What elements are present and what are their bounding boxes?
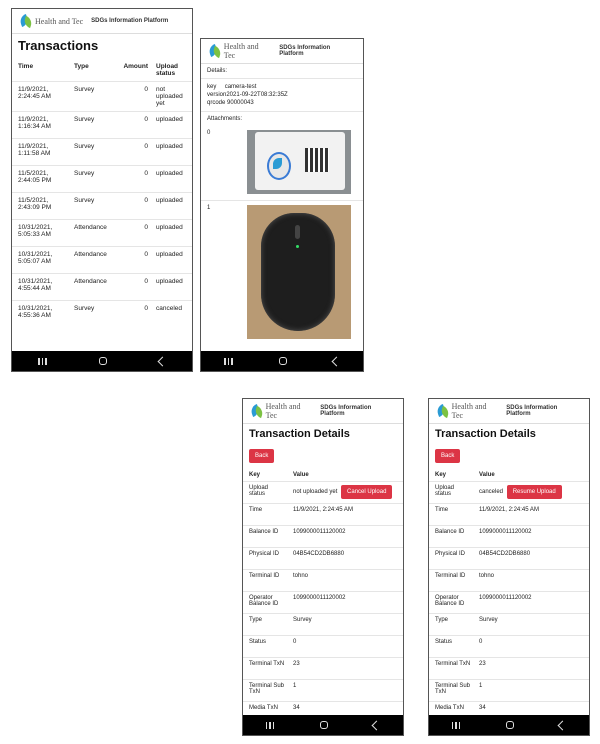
column-header-time: Time: [18, 63, 34, 70]
column-header-value: Value: [293, 472, 309, 478]
cell-time: 10/31/2021, 4:55:36 AM: [12, 301, 72, 328]
leaf-logo-icon: [209, 44, 221, 58]
version-value: 2021-09-22T08:32:35Z: [226, 92, 288, 98]
detail-row: [429, 636, 589, 658]
detail-row: [243, 636, 403, 658]
details-fields: [201, 79, 363, 112]
leaf-logo-icon: [20, 14, 32, 28]
detail-row: [243, 680, 403, 702]
value-text: 0: [293, 639, 297, 645]
column-header-key: Key: [435, 472, 447, 478]
detail-row: [429, 482, 589, 504]
qrcode-value: 90000043: [227, 100, 254, 106]
attachment-row: [201, 126, 363, 201]
key-label: key: [207, 84, 217, 90]
cell-key: Balance ID: [243, 526, 289, 548]
cell-time: 10/31/2021, 4:55:44 AM: [12, 274, 72, 301]
cell-upload-status: uploaded: [150, 112, 192, 139]
cell-value: [289, 592, 403, 614]
cell-type: Attendance: [72, 220, 116, 247]
cell-key: Status: [243, 636, 289, 658]
table-row[interactable]: [12, 301, 192, 328]
cell-time: 11/5/2021, 2:44:05 PM: [12, 166, 72, 193]
cell-value: [475, 680, 589, 702]
cell-key: Type: [429, 614, 475, 636]
cell-value: [289, 570, 403, 592]
attachment-index: 0: [207, 130, 211, 136]
brand-name: Health and Tec: [35, 16, 84, 26]
cell-type: Survey: [72, 166, 116, 193]
value-text: 1099000011120002: [293, 529, 346, 535]
cell-upload-status: not uploaded yet: [150, 82, 192, 112]
detail-row: [243, 592, 403, 614]
cell-key: Terminal Sub TxN: [429, 680, 475, 702]
value-text: 11/9/2021, 2:24:45 AM: [293, 507, 353, 513]
cell-key: Terminal ID: [429, 570, 475, 592]
cell-time: 10/31/2021, 5:05:07 AM: [12, 247, 72, 274]
android-nav-bar: [243, 715, 403, 735]
page-title: Transaction Details: [435, 428, 536, 440]
detail-row: [243, 658, 403, 680]
cell-key: Physical ID: [429, 548, 475, 570]
value-text: canceled: [479, 489, 504, 495]
table-row[interactable]: [12, 220, 192, 247]
cell-type: Survey: [72, 301, 116, 328]
recent-apps-icon[interactable]: [38, 358, 47, 365]
attachments-label: Attachments:: [207, 116, 243, 122]
value-text: tohno: [293, 573, 309, 579]
transactions-table: [12, 59, 192, 328]
qr-code-icon: [305, 148, 329, 172]
detail-row: [429, 658, 589, 680]
cell-time: 10/31/2021, 5:05:33 AM: [12, 220, 72, 247]
cell-key: Type: [243, 614, 289, 636]
home-icon[interactable]: [320, 721, 328, 729]
platform-name: SDGs Information Platform: [506, 405, 558, 417]
detail-row: [429, 570, 589, 592]
phone-transactions: [11, 8, 193, 372]
value-text: 1099000011120002: [479, 529, 532, 535]
cell-amount: 0: [116, 166, 150, 193]
android-nav-bar: [429, 715, 589, 735]
back-button[interactable]: Back: [249, 449, 274, 463]
value-text: 0: [479, 639, 483, 645]
phone-detail-not-uploaded: [242, 398, 404, 736]
cell-value: [475, 526, 589, 548]
brand-name: Health and Tec: [451, 402, 487, 420]
back-icon[interactable]: [157, 356, 167, 366]
cell-time: 11/5/2021, 2:43:09 PM: [12, 193, 72, 220]
table-row[interactable]: [12, 139, 192, 166]
cell-time: 11/9/2021, 1:16:34 AM: [12, 112, 72, 139]
app-header: [12, 9, 192, 34]
cell-key: Status: [429, 636, 475, 658]
detail-key: [201, 83, 363, 91]
version-label: version: [207, 92, 227, 98]
detail-row: [243, 504, 403, 526]
cell-value: [289, 636, 403, 658]
cell-key: Terminal ID: [243, 570, 289, 592]
cell-amount: 0: [116, 274, 150, 301]
table-row[interactable]: [12, 166, 192, 193]
brand[interactable]: [209, 42, 271, 60]
phone-details: [200, 38, 364, 372]
upload-action-button[interactable]: Cancel Upload: [341, 485, 392, 499]
cell-value: [289, 504, 403, 526]
cell-amount: 0: [116, 193, 150, 220]
cell-value: [475, 570, 589, 592]
brand-name: Health and Tec: [265, 402, 301, 420]
leaf-logo-icon: [251, 404, 263, 418]
value-text: 04B54CD2DB6880: [479, 551, 531, 557]
table-row[interactable]: [12, 193, 192, 220]
detail-table: [243, 469, 403, 736]
value-text: 34: [479, 705, 486, 711]
column-header-key: Key: [249, 472, 261, 478]
detail-row: [429, 548, 589, 570]
cell-value: [289, 658, 403, 680]
recent-apps-icon[interactable]: [224, 358, 233, 365]
cell-key: Upload status: [243, 482, 289, 504]
qrcode-label: qrcode: [207, 100, 226, 106]
column-header-type: Type: [74, 63, 89, 70]
page-title: Transactions: [18, 38, 99, 53]
cell-upload-status: uploaded: [150, 220, 192, 247]
cell-key: Physical ID: [243, 548, 289, 570]
detail-table: [429, 469, 589, 736]
recent-apps-icon[interactable]: [266, 722, 275, 729]
cell-value: [475, 504, 589, 526]
value-text: 04B54CD2DB6880: [293, 551, 345, 557]
cell-value: [475, 548, 589, 570]
cell-amount: 0: [116, 139, 150, 166]
cell-time: 11/9/2021, 2:24:45 AM: [12, 82, 72, 112]
value-text: tohno: [479, 573, 495, 579]
column-header-upload-status: Upload status: [156, 63, 179, 77]
value-text: 23: [293, 661, 300, 667]
value-text: Survey: [479, 617, 498, 623]
detail-row: [429, 504, 589, 526]
cell-key: Media TxN: [243, 702, 289, 724]
detail-row: [429, 680, 589, 702]
brand[interactable]: [20, 14, 83, 28]
detail-row: [243, 482, 403, 504]
table-row[interactable]: [12, 247, 192, 274]
detail-row: [429, 526, 589, 548]
cell-key: Media TxN: [429, 702, 475, 724]
cell-upload-status: canceled: [150, 301, 192, 328]
detail-row: [243, 570, 403, 592]
cell-upload-status: uploaded: [150, 274, 192, 301]
cell-type: Attendance: [72, 247, 116, 274]
cell-value: [475, 592, 589, 614]
app-header: [243, 399, 403, 424]
cell-key: Time: [429, 504, 475, 526]
cell-upload-status: uploaded: [150, 139, 192, 166]
detail-qrcode: [201, 99, 363, 107]
cell-amount: 0: [116, 82, 150, 112]
cell-amount: 0: [116, 220, 150, 247]
cell-key: Operator Balance ID: [243, 592, 289, 614]
table-row[interactable]: [12, 112, 192, 139]
brand[interactable]: [437, 402, 498, 420]
back-button[interactable]: Back: [435, 449, 460, 463]
column-header-value: Value: [479, 472, 495, 478]
value-text: Survey: [293, 617, 312, 623]
cell-value: [475, 614, 589, 636]
cell-key: Terminal TxN: [243, 658, 289, 680]
cell-upload-status: uploaded: [150, 193, 192, 220]
detail-row: [429, 614, 589, 636]
cell-value: [475, 482, 589, 504]
detail-version: [201, 91, 363, 99]
detail-row: [243, 526, 403, 548]
table-row[interactable]: [12, 82, 192, 112]
value-text: 1099000011120002: [293, 595, 346, 601]
attachment-photo-qr-tag[interactable]: [247, 130, 351, 194]
back-icon[interactable]: [331, 356, 341, 366]
back-icon[interactable]: [558, 720, 568, 730]
home-icon[interactable]: [506, 721, 514, 729]
cell-upload-status: uploaded: [150, 166, 192, 193]
detail-row: [429, 592, 589, 614]
page-title: Transaction Details: [249, 428, 350, 440]
table-row[interactable]: [12, 274, 192, 301]
detail-row: [243, 614, 403, 636]
cell-key: Operator Balance ID: [429, 592, 475, 614]
cell-type: Survey: [72, 112, 116, 139]
column-header-amount: Amount: [123, 63, 148, 70]
back-icon[interactable]: [372, 720, 382, 730]
cell-key: Time: [243, 504, 289, 526]
cell-upload-status: uploaded: [150, 247, 192, 274]
android-nav-bar: [201, 351, 363, 371]
attachment-photo-mouse[interactable]: [247, 205, 351, 339]
brand[interactable]: [251, 402, 312, 420]
value-text: not uploaded yet: [293, 489, 338, 495]
cell-value: [289, 548, 403, 570]
cell-type: Attendance: [72, 274, 116, 301]
recent-apps-icon[interactable]: [452, 722, 461, 729]
platform-name: SDGs Information Platform: [91, 18, 169, 24]
key-value: camera-test: [224, 84, 257, 90]
platform-name: SDGs Information Platform: [279, 45, 331, 57]
value-text: 1: [479, 683, 483, 689]
cell-value: [289, 482, 403, 504]
value-text: 1099000011120002: [479, 595, 532, 601]
value-text: 1: [293, 683, 297, 689]
upload-action-button[interactable]: Resume Upload: [507, 485, 562, 499]
value-text: 11/9/2021, 2:24:45 AM: [479, 507, 539, 513]
attachment-index: 1: [207, 205, 211, 211]
cell-type: Survey: [72, 139, 116, 166]
cell-value: [289, 526, 403, 548]
cell-key: Upload status: [429, 482, 475, 504]
details-label: Details:: [201, 64, 363, 79]
cell-type: Survey: [72, 193, 116, 220]
cell-value: [475, 636, 589, 658]
leaf-logo-icon: [437, 404, 449, 418]
android-nav-bar: [12, 351, 192, 371]
cell-amount: 0: [116, 301, 150, 328]
value-text: 23: [479, 661, 486, 667]
cell-time: 11/9/2021, 1:11:58 AM: [12, 139, 72, 166]
home-icon[interactable]: [99, 357, 107, 365]
brand-name: Health and Tec: [223, 42, 259, 60]
cell-value: [289, 614, 403, 636]
app-header: [429, 399, 589, 424]
phone-detail-canceled: [428, 398, 590, 736]
cell-key: Terminal TxN: [429, 658, 475, 680]
cell-value: [475, 658, 589, 680]
detail-row: [243, 548, 403, 570]
cell-key: Balance ID: [429, 526, 475, 548]
attachment-row: [201, 201, 363, 347]
value-text: 34: [293, 705, 300, 711]
cell-value: [289, 680, 403, 702]
platform-name: SDGs Information Platform: [320, 405, 372, 417]
home-icon[interactable]: [279, 357, 287, 365]
cell-amount: 0: [116, 112, 150, 139]
cell-type: Survey: [72, 82, 116, 112]
cell-key: Terminal Sub TxN: [243, 680, 289, 702]
cell-amount: 0: [116, 247, 150, 274]
app-header: [201, 39, 363, 64]
